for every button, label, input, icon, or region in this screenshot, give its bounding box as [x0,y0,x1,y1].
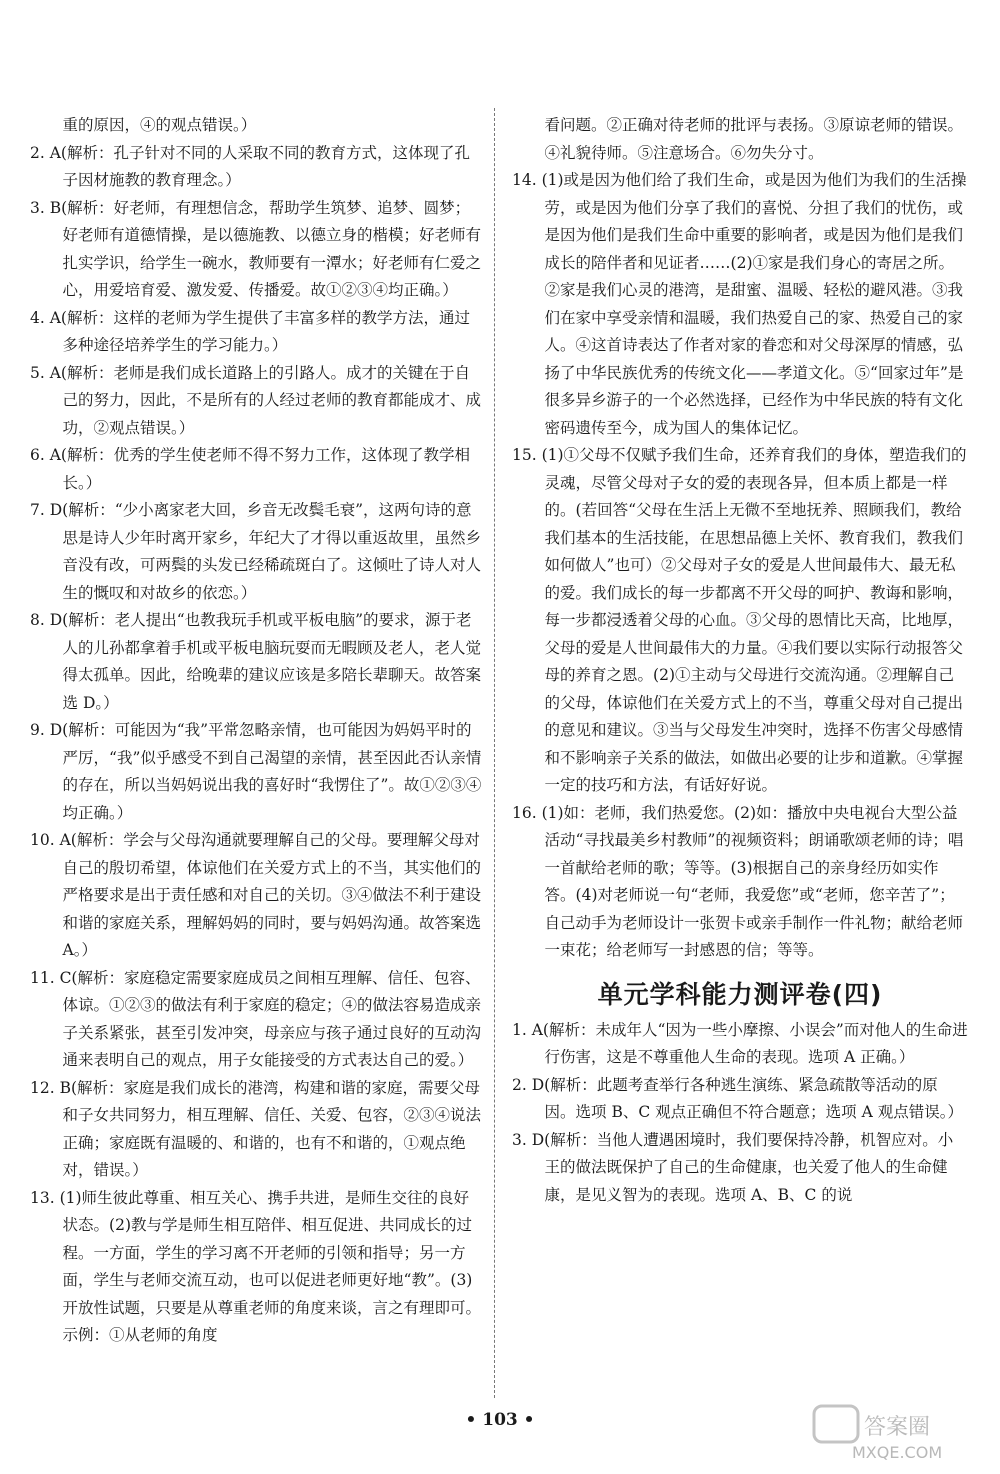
answer-item [512,1127,968,1210]
answer-text: 14. (1)或是因为他们给了我们生命，或是因为他们为我们的生活操劳，或是因为他们分享了我们的喜悦、分担了我们的忧伤，或是因为他们是我们生命中重要的影响者，或是因为他们是我们成长的陪伴者和见证者……(2)①家是我们身心的寄居之所。②家是我们心灵的港湾，是甜蜜、温暖、轻松的避风港。③我们在家中享受亲情和温暖，我们热爱自己的家、热爱自己的家人。④这首诗表达了作者对家的眷恋和对父母深厚的情感，弘扬了中华民族优秀的传统文化——孝道文化。⑤“回家过年”是很多异乡游子的一个必然选择，已经作为中华民族的特有文化密码遗传至今，成为国人的集体记忆。 [512,171,967,437]
answer-item [512,442,968,800]
answer-text: 16. (1)如：老师，我们热爱您。(2)如：播放中央电视台大型公益活动“寻找最美乡村教师”的视频资料；朗诵歌颂老师的诗；唱一首献给老师的歌；等等。(3)根据自己的亲身经历如实作答。(4)对老师说一句“老师，我爱您”或“老师，您辛苦了”；自己动手为老师设计一张贺卡或亲手制作一件礼物；献给老师一束花；给老师写一封感恩的信；等等。 [512,803,964,959]
answer-text: 看问题。②正确对待老师的批评与表扬。③原谅老师的错误。④礼貌待师。⑤注意场合。⑥勿失分寸。 [544,116,964,162]
page-number: • 103 • [465,1410,535,1430]
answer-item [30,717,482,827]
answer-text: 4. A(解析：这样的老师为学生提供了丰富多样的教学方法，通过多种途径培养学生的学习能力。） [30,308,470,354]
section-title: 单元学科能力测评卷(四) [597,979,883,1009]
answer-item [30,1185,482,1350]
answer-item [30,442,482,497]
watermark-line1: 答案圈 [864,1415,931,1440]
answer-item [30,1075,482,1185]
answer-item [512,1017,968,1072]
answer-text: 6. A(解析：优秀的学生使老师不得不努力工作，这体现了教学相长。） [30,446,470,492]
answer-item [30,112,482,140]
answer-text: 13. (1)师生彼此尊重、相互关心、携手共进，是师生交往的良好状态。(2)教与学是师生相互陪伴、相互促进、共同成长的过程。一方面，学生的学习离不开老师的引领和指导；另一方面，学生与老师交流互动，也可以促进老师更好地“教”。(3)开放性试题，只要是从尊重老师的角度来谈，言之有理即可。示例：①从老师的角度 [30,1188,482,1344]
answer-text: 10. A(解析：学会与父母沟通就要理解自己的父母。要理解父母对自己的殷切希望，体谅他们在关爱方式上的不当，其实他们的严格要求是出于责任感和对自己的关切。③④做法不利于建设和谐的家庭关系，理解妈妈的同时，要与妈妈沟通。故答案选 A。） [30,831,482,959]
answer-text: 8. D(解析：老人提出“也教我玩手机或平板电脑”的要求，源于老人的儿孙都拿着手机或平板电脑玩耍而无暇顾及老人，老人觉得太孤单。因此，给晚辈的建议应该是多陪长辈聊天。故答案选 D。） [30,611,482,712]
answer-item [512,112,968,167]
answer-item [30,965,482,1075]
answer-text: 12. B(解析：家庭是我们成长的港湾，构建和谐的家庭，需要父母和子女共同努力，相互理解、信任、关爱、包容，②③④说法正确；家庭既有温暖的、和谐的，也有不和谐的，①观点绝对，错误。） [30,1078,482,1179]
right-answers [512,112,968,965]
answer-text: 9. D(解析：可能因为“我”平常忽略亲情，也可能因为妈妈平时的严厉，“我”似乎感受不到自己渴望的亲情，甚至因此否认亲情的存在，所以当妈妈说出我的喜好时“我愣住了”。故①②③④均正确。） [30,721,482,822]
answer-item [30,305,482,360]
answer-item [30,360,482,443]
answer-item [512,800,968,965]
answer-text: 1. A(解析：未成年人“因为一些小摩擦、小误会”而对他人的生命进行伤害，这是不尊重他人生命的表现。选项 A 正确。） [512,1020,968,1066]
answer-item [30,195,482,305]
answer-item [30,140,482,195]
answer-text: 11. C(解析：家庭稳定需要家庭成员之间相互理解、信任、包容、体谅。①②③的做法有利于家庭的稳定；④的做法容易造成亲子关系紧张，甚至引发冲突，母亲应与孩子通过良好的互动沟通来表明自己的观点，用子女能接受的方式表达自己的爱。） [30,968,482,1069]
answer-text: 重的原因，④的观点错误。） [62,116,257,134]
answer-item [512,167,968,442]
answer-text: 3. D(解析：当他人遭遇困境时，我们要保持冷静，机智应对。小王的做法既保护了自己的生命健康，也关爱了他人的生命健康，是见义智为的表现。选项 A、B、C 的说 [512,1130,954,1204]
answer-text: 2. A(解析：孔子针对不同的人采取不同的教育方式，这体现了孔子因材施教的教育理念。） [30,143,470,189]
answer-item [30,497,482,607]
right-column [512,112,968,1209]
answer-item [512,1072,968,1127]
watermark-logo [812,1402,982,1464]
answer-item [30,827,482,965]
answer-text: 5. A(解析：老师是我们成长道路上的引路人。成才的关键在于自己的努力，因此，不是所有的人经过老师的教育都能成才、成功，②观点错误。） [30,363,482,437]
column-divider [494,108,495,1398]
answer-text: 7. D(解析：“少小离家老大回，乡音无改鬓毛衰”，这两句诗的意思是诗人少年时离开家乡，年纪大了才得以重返故里，虽然乡音没有改，可两鬓的头发已经稀疏斑白了。这倾吐了诗人对人生的慨叹和对故乡的依恋。） [30,501,482,602]
answer-item [30,607,482,717]
watermark-line2: MXQE.COM [852,1443,943,1462]
left-column [30,112,482,1350]
answer-text: 3. B(解析：好老师，有理想信念，帮助学生筑梦、追梦、圆梦；好老师有道德情操，是以德施教、以德立身的楷模；好老师有扎实学识，给学生一碗水，教师要有一潭水；好老师有仁爱之心，用爱培育爱、激发爱、传播爱。故①②③④均正确。） [30,198,482,299]
section-answers [512,1017,968,1210]
answer-text: 15. (1)①父母不仅赋予我们生命，还养育我们的身体，塑造我们的灵魂，尽管父母对子女的爱的表现各异，但本质上都是一样的。(若回答“父母在生活上无微不至地抚养、照顾我们，教给我们基本的生活技能，在思想品德上关怀、教育我们，教我们如何做人”也可）②父母对子女的爱是人世间最伟大、最无私的爱。我们成长的每一步都离不开父母的呵护、教诲和影响，每一步都浸透着父母的心血。③父母的恩情比天高，比地厚，父母的爱是人世间最伟大的力量。④我们要以实际行动报答父母的养育之恩。(2)①主动与父母进行交流沟通。②理解自己的父母，体谅他们在关爱方式上的不当，尊重父母对自己提出的意见和建议。③当与父母发生冲突时，选择不伤害父母感情和不影响亲子关系的做法，如做出必要的让步和道歉。④掌握一定的技巧和方法，有话好好说。 [512,446,967,794]
answer-text: 2. D(解析：此题考查举行各种逃生演练、紧急疏散等活动的原因。选项 B、C 观点正确但不符合题意；选项 A 观点错误。） [512,1075,963,1121]
